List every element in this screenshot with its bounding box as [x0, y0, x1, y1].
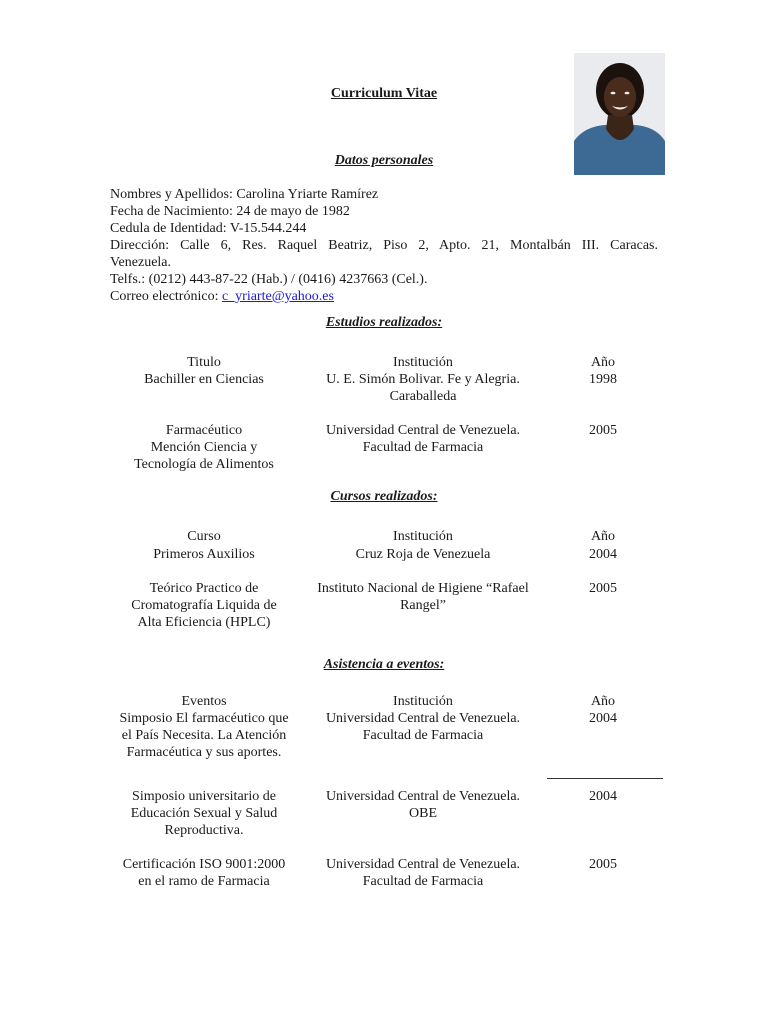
entry-institution: Cruz Roja de Venezuela [355, 547, 491, 562]
entry-institution: Instituto Nacional de Higiene “Rafael Rangel” [317, 581, 529, 613]
column-header-institution: Institución [393, 529, 453, 544]
email-line [110, 288, 658, 305]
phone-line: Telfs.: (0212) 443-87-22 (Hab.) / (0416) 4237663 (Cel.). [110, 272, 428, 287]
entry-year: 2005 [589, 581, 617, 596]
column-header-institution: Institución [393, 355, 453, 370]
entry-title: Primeros Auxilios [153, 547, 255, 562]
entry-year: 2004 [589, 711, 617, 726]
entry-year: 2004 [589, 789, 617, 804]
studies-table [110, 354, 658, 473]
document-title: Curriculum Vitae [330, 86, 438, 101]
entry-year: 1998 [589, 372, 617, 387]
personal-data-heading: Datos personales [334, 153, 434, 168]
name-line: Nombres y Apellidos: Carolina Yriarte Ramírez [110, 187, 379, 202]
entry-year: 2005 [589, 857, 617, 872]
table-row [110, 546, 658, 563]
entry-title: Certificación ISO 9001:2000 en el ramo de Farmacia [122, 857, 286, 889]
entry-institution: U. E. Simón Bolivar. Fe y Alegria. Caraballeda [326, 372, 520, 404]
column-header-title: Titulo [187, 355, 221, 370]
table-row [110, 710, 658, 761]
table-header-row [110, 528, 658, 545]
entry-title: Simposio universitario de Educación Sexual y Salud Reproductiva. [130, 789, 278, 838]
table-header-row [110, 693, 658, 710]
entry-institution: Universidad Central de Venezuela. OBE [325, 789, 521, 821]
studies-heading: Estudios realizados: [325, 315, 443, 330]
courses-heading: Cursos realizados: [330, 489, 438, 504]
divider-line [547, 778, 663, 779]
address-line-continued: Venezuela. [110, 255, 172, 270]
address-line: Dirección: Calle 6, Res. Raquel Beatriz, Piso 2, Apto. 21, Montalbán III. Caracas. [110, 238, 658, 253]
courses-table [110, 528, 658, 631]
table-header-row [110, 354, 658, 371]
column-header-year: Año [590, 529, 616, 544]
entry-year: 2005 [589, 423, 617, 438]
entry-institution: Universidad Central de Venezuela. Facultad de Farmacia [325, 711, 521, 743]
table-row [110, 856, 658, 890]
entry-title: Teórico Practico de Cromatografía Liquida de Alta Eficiencia (HPLC) [131, 581, 277, 630]
entry-institution: Universidad Central de Venezuela. Facultad de Farmacia [325, 857, 521, 889]
entry-title: Farmacéutico Mención Ciencia y Tecnología de Alimentos [134, 423, 274, 472]
column-header-events: Eventos [181, 694, 227, 709]
entry-year: 2004 [589, 547, 617, 562]
table-row [110, 788, 658, 839]
column-header-year: Año [590, 355, 616, 370]
column-header-course: Curso [187, 529, 221, 544]
column-header-institution: Institución [393, 694, 453, 709]
personal-data-block [110, 186, 658, 305]
birth-date-line: Fecha de Nacimiento: 24 de mayo de 1982 [110, 204, 350, 219]
email-label: Correo electrónico: [110, 289, 222, 304]
events-table [110, 693, 658, 890]
entry-institution: Universidad Central de Venezuela. Facultad de Farmacia [325, 423, 521, 455]
events-heading: Asistencia a eventos: [323, 657, 445, 672]
table-row [110, 580, 658, 631]
entry-title: Bachiller en Ciencias [144, 372, 264, 387]
email-link[interactable]: c_yriarte@yahoo.es [221, 289, 334, 304]
entry-title: Simposio El farmacéutico que el País Necesita. La Atención Farmacéutica y sus aportes. [119, 711, 289, 760]
table-row [110, 422, 658, 473]
table-row [110, 371, 658, 405]
column-header-year: Año [590, 694, 616, 709]
id-line: Cedula de Identidad: V-15.544.244 [110, 221, 307, 236]
